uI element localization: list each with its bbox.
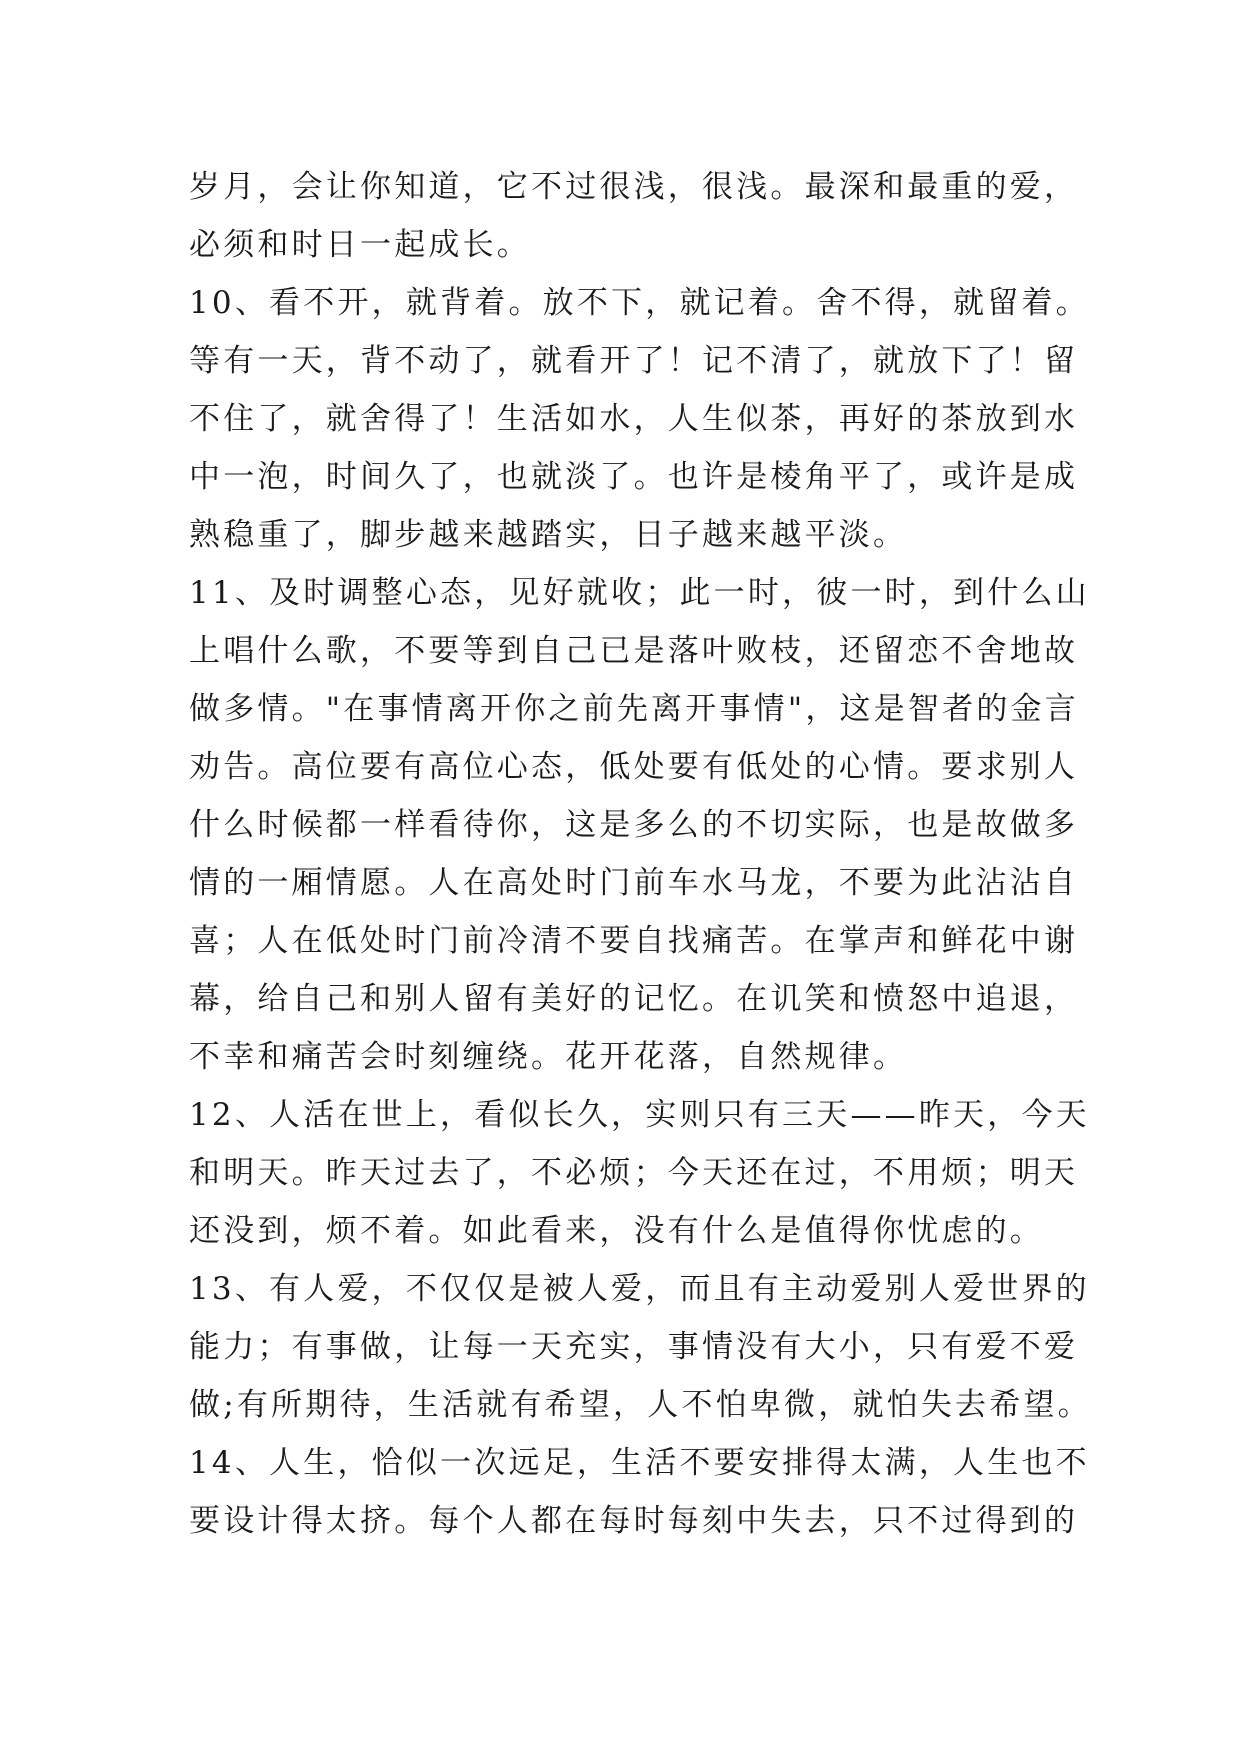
text-line: 12、人活在世上，看似长久，实则只有三天——昨天，今天 (189, 1097, 1090, 1133)
text-line: 能力；有事做，让每一天充实，事情没有大小，只有爱不爱 (189, 1329, 1079, 1365)
text-line: 中一泡，时间久了，也就淡了。也许是棱角平了，或许是成 (189, 459, 1079, 495)
text-line: 情的一厢情愿。人在高处时门前车水马龙，不要为此沾沾自 (189, 865, 1079, 901)
text-line: 13、有人爱，不仅仅是被人爱，而且有主动爱别人爱世界的 (189, 1271, 1090, 1307)
text-line: 必须和时日一起成长。 (189, 227, 531, 263)
text-line: 不住了，就舍得了！生活如水，人生似茶，再好的茶放到水 (189, 401, 1079, 437)
text-line: 做多情。"在事情离开你之前先离开事情"，这是智者的金言 (189, 691, 1079, 727)
text-line: 11、及时调整心态，见好就收；此一时，彼一时，到什么山 (189, 575, 1090, 611)
text-line: 劝告。高位要有高位心态，低处要有低处的心情。要求别人 (189, 749, 1079, 785)
text-line: 等有一天，背不动了，就看开了！记不清了，就放下了！留 (189, 343, 1079, 379)
text-line: 熟稳重了，脚步越来越踏实，日子越来越平淡。 (189, 517, 908, 553)
body-text (189, 158, 1092, 1550)
text-line: 上唱什么歌，不要等到自己已是落叶败枝，还留恋不舍地故 (189, 633, 1079, 669)
text-line: 和明天。昨天过去了，不必烦；今天还在过，不用烦；明天 (189, 1155, 1079, 1191)
text-line: 不幸和痛苦会时刻缠绕。花开花落，自然规律。 (189, 1039, 908, 1075)
text-line: 岁月，会让你知道，它不过很浅，很浅。最深和最重的爱， (189, 169, 1079, 205)
text-line: 做;有所期待，生活就有希望，人不怕卑微，就怕失去希望。 (189, 1387, 1092, 1423)
text-line: 喜；人在低处时门前冷清不要自找痛苦。在掌声和鲜花中谢 (189, 923, 1079, 959)
text-line: 10、看不开，就背着。放不下，就记着。舍不得，就留着。 (189, 285, 1090, 321)
text-line: 什么时候都一样看待你，这是多么的不切实际，也是故做多 (189, 807, 1079, 843)
text-line: 14、人生，恰似一次远足，生活不要安排得太满，人生也不 (189, 1445, 1090, 1481)
text-line: 还没到，烦不着。如此看来，没有什么是值得你忧虑的。 (189, 1213, 1044, 1249)
text-line: 要设计得太挤。每个人都在每时每刻中失去，只不过得到的 (189, 1503, 1079, 1539)
text-line: 幕，给自己和别人留有美好的记忆。在讥笑和愤怒中追退， (189, 981, 1079, 1017)
